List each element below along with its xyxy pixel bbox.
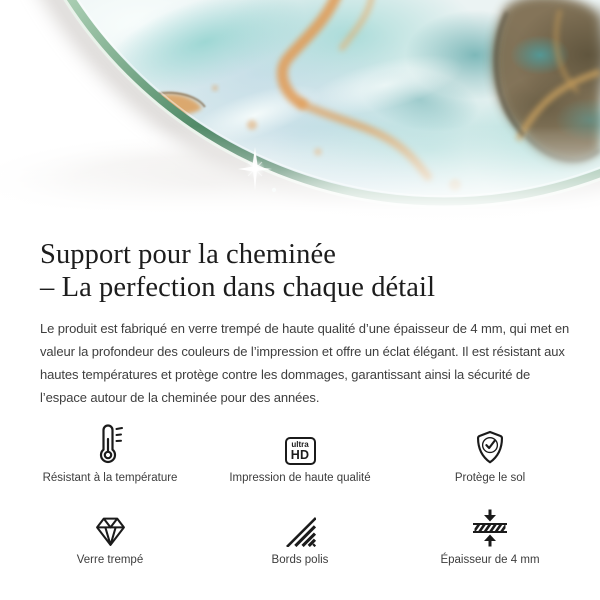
features-grid (15, 423, 585, 567)
feature-print-quality (205, 423, 395, 485)
thickness-icon (472, 505, 508, 547)
product-description: Le produit est fabriqué en verre trempé de haute qualité d’une épaisseur de 4 mm, qui met en valeur la profondeur des couleurs de l’impression et offre un éclat élégant. Il est résistant aux hautes températures et protège contre les dommages, garantissant ainsi la sécurité de l’espace autour de la cheminée pour des années. (40, 321, 570, 405)
feature-label: Bords polis (271, 554, 329, 566)
feature-label: Verre trempé (76, 554, 144, 566)
feature-floor-protection (395, 423, 585, 485)
feature-label: Impression de haute qualité (229, 472, 371, 484)
feature-tempered-glass (15, 505, 205, 567)
glass-panel-illustration (0, 0, 600, 235)
feature-label: Protège le sol (454, 472, 526, 484)
feature-temperature-resistant (15, 423, 205, 485)
page-title (40, 238, 560, 304)
ultra-hd-icon-text-bottom: HD (290, 448, 310, 462)
title-line-2: – La perfection dans chaque détail (40, 272, 436, 303)
title-line-1: Support pour la cheminée (40, 239, 337, 270)
polished-edges-icon (285, 505, 316, 547)
content-section (0, 238, 600, 567)
feature-label: Épaisseur de 4 mm (440, 554, 540, 566)
diamond-icon (94, 505, 127, 547)
shield-check-icon (474, 423, 506, 465)
feature-polished-edges (205, 505, 395, 567)
product-photo (0, 0, 600, 235)
feature-thickness (395, 505, 585, 567)
ultra-hd-icon-text-top: ultra (291, 440, 309, 449)
feature-label: Résistant à la température (42, 472, 178, 484)
ultra-hd-icon (285, 423, 316, 465)
thermometer-icon (98, 423, 123, 465)
